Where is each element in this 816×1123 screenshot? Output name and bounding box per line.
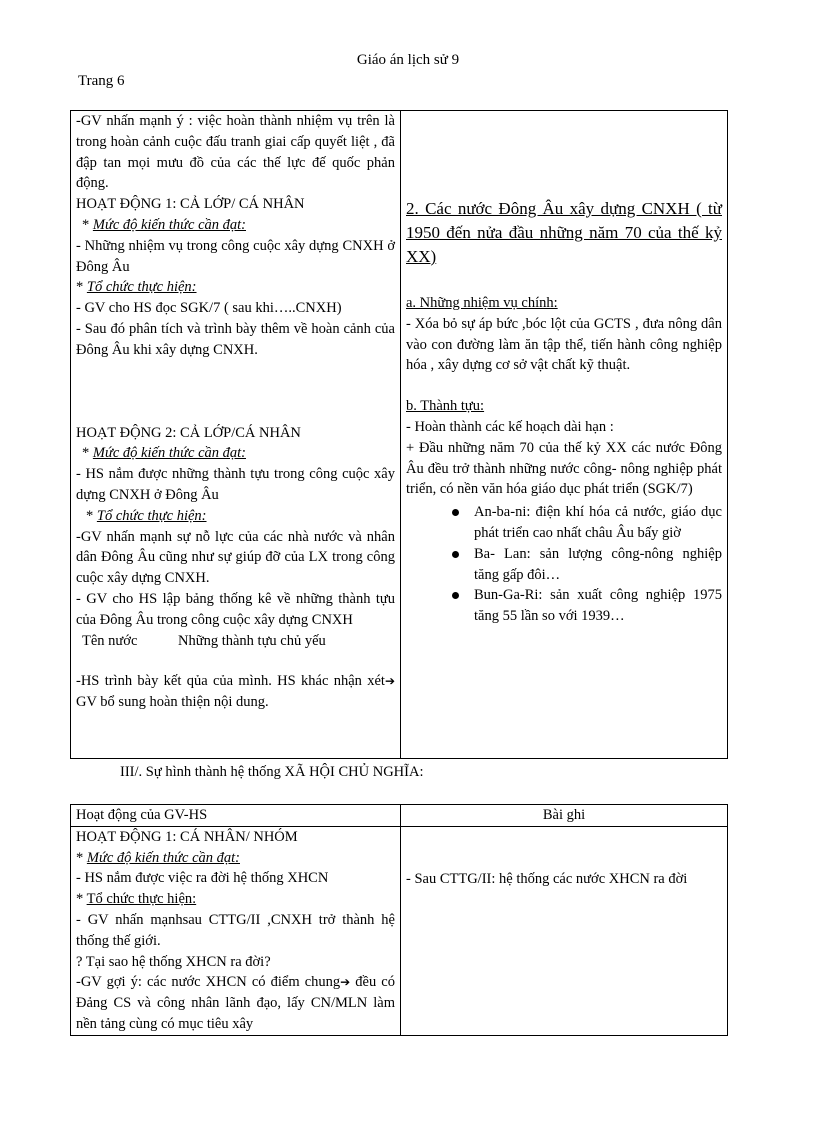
table-2-notes [401,826,728,1035]
org-label: Tổ chức thực hiện: [86,891,197,908]
section-2-heading: 2. Các nước Đông Âu xây dựng CNXH ( từ 1950 đến nửa đầu những năm 70 của thế kỷ XX) [406,199,722,266]
list-item: Bun-Ga-Ri: sản xuất công nghiệp 1975 tăng 55 lần so với 1939… [448,585,722,627]
list-item: An-ba-ni: điện khí hóa cả nước, giáo dục phát triển cao nhất châu Âu bấy giờ [448,502,722,544]
activity-1-org-2: - Sau đó phân tích và trình bày thêm về hoàn cảnh của Đông Âu khi xây dựng CNXH. [76,320,395,358]
activity-2-level: * Mức độ kiến thức cần đạt: [82,445,246,462]
t2-org-2: ? Tại sao hệ thống XHCN ra đời? [76,953,271,970]
list-item: Ba- Lan: sản lượng công-nông nghiệp tăng gấp đôi… [448,544,722,586]
right-arrow-icon: ➔ [340,975,351,990]
activities-column [71,111,401,759]
table-2-header-right: Bài ghi [401,805,728,827]
achievements-line-1: - Hoàn thành các kế hoạch dài hạn : [406,418,614,435]
notes-column [401,111,728,759]
level-label: Mức độ kiến thức cần đạt: [92,216,246,233]
activity-1-level: * Mức độ kiến thức cần đạt: [82,216,246,233]
t2-note-text: - Sau CTTG/II: hệ thống các nước XHCN ra đời [406,870,688,887]
page-number-label: Trang 6 [78,73,125,89]
t2-level: * Mức độ kiến thức cần đạt: [76,849,240,866]
activity-1-title: HOẠT ĐỘNG 1: CẢ LỚP/ CÁ NHÂN [76,196,305,213]
activity-2-org-2: - GV cho HS lập bảng thống kê về những thành tựu của Đông Âu trong công cuộc xây dựng CNXH [76,590,395,628]
table-2-header-left: Hoạt động của GV-HS [71,805,401,827]
achievements-list [448,502,722,627]
level-label: Mức độ kiến thức cần đạt: [92,445,246,462]
bullet-dot-icon [452,592,459,599]
activity-2-title: HOẠT ĐỘNG 2: CẢ LỚP/CÁ NHÂN [76,424,301,441]
lesson-table-2 [70,804,728,1036]
activity-2-level-text: - HS nắm được những thành tựu trong công cuộc xây dựng CNXH ở Đông Âu [76,466,395,503]
activity-1-level-text: - Những nhiệm vụ trong công cuộc xây dựng CNXH ở Đông Âu [76,237,395,275]
achievements-line-2: + Đầu những năm 70 của thế kỷ XX các nước Đông Âu đều trở thành những nước công- nông nghiệp phát triển, có nền văn hóa giáo dục phát triển (SGK/7) [406,439,722,498]
tasks-title: a. Những nhiệm vụ chính: [406,295,558,311]
org-label: Tổ chức thực hiện: [96,507,207,524]
activity-2-org: * Tổ chức thực hiện: [86,507,207,524]
presentation-paragraph: -HS trình bày kết qủa của mình. HS khác nhận xét➔ GV bổ sung hoàn thiện nội dung. [76,673,395,711]
col-country-label: Tên nước [82,632,138,649]
stat-table-headers [76,631,395,652]
intro-paragraph: -GV nhấn mạnh ý : việc hoàn thành nhiệm vụ trên là trong hoàn cảnh cuộc đấu tranh giai cấp quyết liệt , đã đập tan mọi mưu đồ của các thế lực đế quốc phản động. [76,113,395,192]
activity-1-org-1: - GV cho HS đọc SGK/7 ( sau khi…..CNXH) [76,300,342,317]
bullet-dot-icon [452,551,459,558]
t2-org-1: - GV nhấn mạnhsau CTTG/II ,CNXH trở thành hệ thống thế giới. [76,911,395,949]
table-2-activities [71,826,401,1035]
t2-level-text: - HS nắm được việc ra đời hệ thống XHCN [76,870,329,887]
lesson-table-1 [70,110,728,759]
tasks-text: - Xóa bỏ sự áp bức ,bóc lột của GCTS , đưa nông dân vào con đường làm ăn tập thể, tiến hành công nghiệp hóa , xây dựng cơ sở vật chất kỹ thuật. [406,315,722,374]
activity-2-org-1: -GV nhấn mạnh sự nỗ lực của các nhà nước và nhân dân Đông Âu cũng như sự giúp đỡ của LX trong công cuộc xây dựng CNXH. [76,528,395,587]
t2-org: * Tổ chức thực hiện: [76,891,197,908]
t2-org-3: -GV gợi ý: các nước XHCN có điểm chung➔ đều có Đảng CS và công nhân lãnh đạo, lấy CN/MLN làm nền tảng cùng có mục tiêu xây [76,974,395,1032]
col-achievement-label: Những thành tựu chủ yếu [178,632,326,649]
bullet-dot-icon [452,509,459,516]
section-3-heading: III/. Sự hình thành hệ thống XÃ HỘI CHỦ NGHĨA: [120,764,424,780]
achievements-title: b. Thành tựu: [406,398,485,415]
level-label: Mức độ kiến thức cần đạt: [86,849,240,866]
right-arrow-icon: ➔ [384,674,395,689]
t2-activity-1-title: HOẠT ĐỘNG 1: CÁ NHÂN/ NHÓM [76,828,298,845]
activity-1-org: * Tổ chức thực hiện: [76,279,197,296]
org-label: Tổ chức thực hiện: [86,279,197,296]
document-header-title: Giáo án lịch sử 9 [356,52,460,68]
